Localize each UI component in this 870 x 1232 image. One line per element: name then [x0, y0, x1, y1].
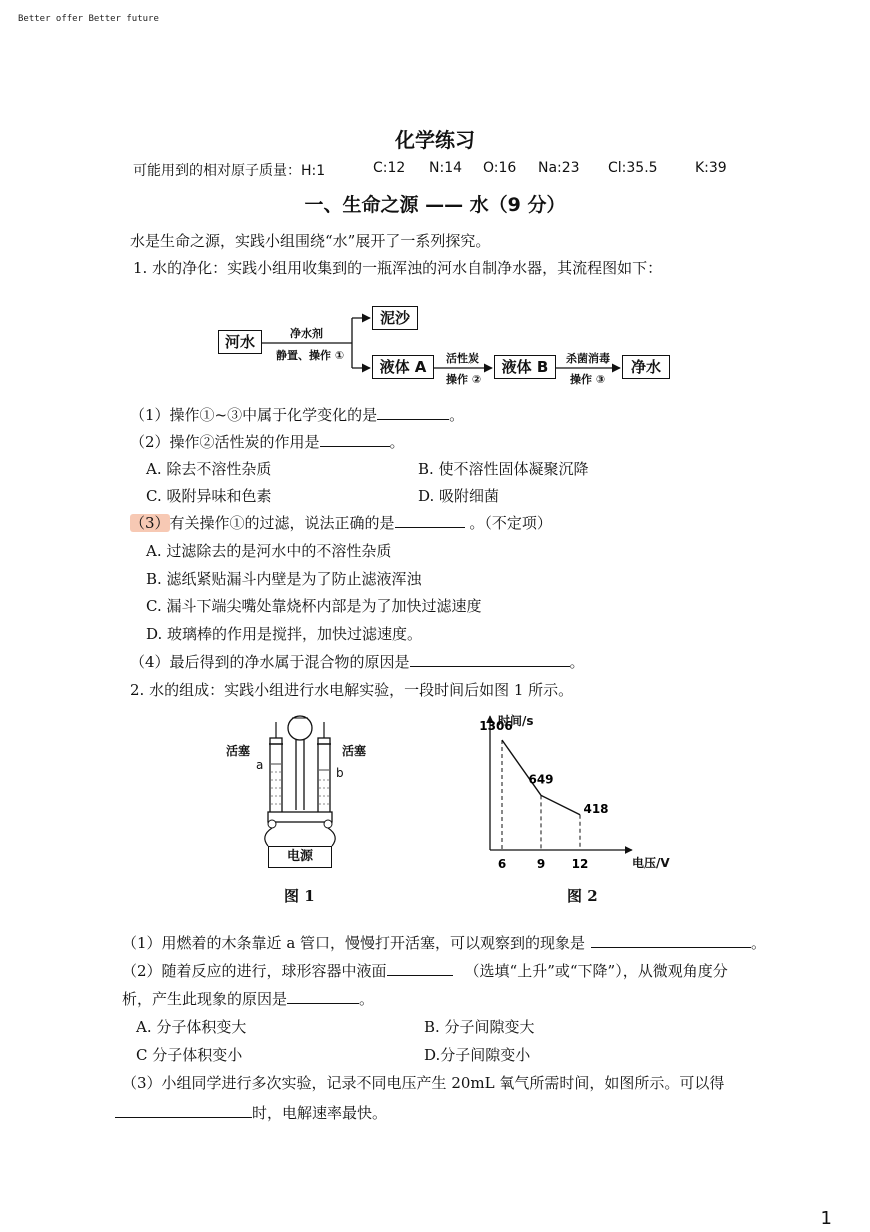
- q2-sub2-option-d: D.分子间隙变小: [424, 1046, 531, 1064]
- flow-box-clean-water: 净水: [622, 355, 670, 379]
- q1-sub1-blank[interactable]: [377, 405, 449, 420]
- atomic-mass-k: K:39: [695, 160, 727, 176]
- atomic-mass-c: C:12: [373, 160, 406, 176]
- data-label-12: 418: [583, 801, 609, 816]
- q1-sub1: [130, 405, 464, 425]
- q2-sub1-blank[interactable]: [591, 933, 751, 948]
- q1-sub2-option-d: D. 吸附细菌: [418, 487, 500, 505]
- chart-x-label: 电压/V: [632, 856, 670, 870]
- q2-sub3-text: 时，电解速率最快。: [252, 1104, 388, 1122]
- tube-b-label: b: [336, 766, 344, 780]
- flow-box-river: 河水: [218, 330, 262, 354]
- q1-sub3-end: 。（不定项）: [464, 514, 552, 532]
- q1-sub2-option-a: A. 除去不溶性杂质: [146, 460, 272, 478]
- q1-sub1-text: （1）操作①~③中属于化学变化的是: [130, 406, 378, 424]
- purification-flowchart: [210, 300, 690, 390]
- q1-sub2-option-b: B. 使不溶性固体凝聚沉降: [418, 460, 589, 478]
- q2-sub2-line2: [122, 989, 374, 1009]
- flow-label-op3: 操作 ③: [570, 373, 606, 386]
- q2-sub2-end: 。: [359, 990, 375, 1008]
- q1-sub4: [130, 652, 585, 672]
- data-label-6: 1306: [479, 719, 513, 733]
- q1-stem: 1. 水的净化：实践小组用收集到的一瓶浑浊的河水自制净水器，其流程图如下：: [133, 259, 663, 277]
- q1-sub3-option-d: D. 玻璃棒的作用是搅拌，加快过滤速度。: [146, 625, 423, 643]
- q1-sub2: [130, 432, 405, 452]
- atomic-mass-line: [133, 160, 773, 180]
- figure-2-chart: [460, 710, 690, 875]
- chart-y-label: 时间/s: [498, 714, 534, 728]
- power-supply-box: 电源: [268, 846, 332, 868]
- q1-sub1-end: 。: [449, 406, 465, 424]
- q1-sub3-number: （3）: [130, 514, 170, 532]
- q1-sub4-end: 。: [569, 653, 585, 671]
- q1-sub2-blank[interactable]: [320, 432, 390, 447]
- flow-label-disinfect: 杀菌消毒: [566, 352, 610, 365]
- q1-sub3-option-c: C. 漏斗下端尖嘴处靠烧杯内部是为了加快过滤速度: [146, 597, 482, 615]
- flow-box-liquid-b: 液体 B: [494, 355, 556, 379]
- atomic-mass-na: Na:23: [538, 160, 580, 176]
- atomic-mass-o: O:16: [483, 160, 517, 176]
- q2-sub1-text: （1）用燃着的木条靠近 a 管口，慢慢打开活塞，可以观察到的现象是: [122, 934, 586, 952]
- q2-sub3-line1: （3）小组同学进行多次实验，记录不同电压产生 20mL 氧气所需时间，如图所示。可以得: [122, 1074, 725, 1092]
- header-slogan: Better offer Better future: [18, 14, 159, 24]
- voltage-time-chart: [460, 710, 690, 875]
- flow-box-liquid-a: 液体 A: [372, 355, 434, 379]
- flow-label-carbon: 活性炭: [446, 352, 479, 365]
- q1-sub4-blank[interactable]: [410, 652, 570, 667]
- flow-label-op1: 静置、操作 ①: [276, 349, 345, 362]
- q1-sub2-option-c: C. 吸附异味和色素: [146, 487, 272, 505]
- flow-label-op2: 操作 ②: [446, 373, 482, 386]
- q2-sub2-text: （2）随着反应的进行，球形容器中液面: [122, 962, 387, 980]
- section-intro: 水是生命之源，实践小组围绕“水”展开了一系列探究。: [130, 232, 491, 250]
- section-title: 一、生命之源 —— 水（9 分）: [304, 194, 566, 216]
- q2-sub2-line2-text: 析，产生此现象的原因是: [122, 990, 288, 1008]
- tube-a-label: a: [256, 758, 264, 772]
- valve-right-label: 活塞: [342, 744, 367, 758]
- figure-1-electrolysis: [220, 708, 380, 878]
- q1-sub3-option-b: B. 滤纸紧贴漏斗内壁是为了防止滤液浑浊: [146, 570, 422, 588]
- q1-sub3-blank[interactable]: [395, 513, 465, 528]
- q2-sub2-blank-2[interactable]: [287, 989, 359, 1004]
- figure-1-caption: 图 1: [284, 887, 315, 905]
- atomic-mass-cl: Cl:35.5: [608, 160, 658, 176]
- q2-sub3-blank[interactable]: [115, 1103, 252, 1118]
- x-tick-label-12: 12: [571, 857, 589, 871]
- q1-sub3-option-a: A. 过滤除去的是河水中的不溶性杂质: [146, 542, 392, 560]
- q1-sub2-text: （2）操作②活性炭的作用是: [130, 433, 320, 451]
- q2-sub2: [122, 961, 728, 981]
- page-title: 化学练习: [395, 128, 475, 152]
- figure-2-caption: 图 2: [567, 887, 598, 905]
- atomic-mass-label: 可能用到的相对原子质量：H:1: [133, 163, 326, 179]
- q2-sub2-option-b: B. 分子间隙变大: [424, 1018, 535, 1036]
- q1-sub3-text: 有关操作①的过滤，说法正确的是: [169, 514, 395, 532]
- q2-sub2-option-a: A. 分子体积变大: [136, 1018, 247, 1036]
- q1-sub3: [130, 513, 552, 533]
- atomic-mass-n: N:14: [429, 160, 463, 176]
- x-tick-label-6: 6: [497, 857, 507, 871]
- q1-sub2-end: 。: [389, 433, 405, 451]
- data-label-9: 649: [528, 772, 554, 787]
- flow-label-agent: 净水剂: [290, 327, 323, 340]
- flow-box-sand: 泥沙: [372, 306, 418, 330]
- q1-sub4-text: （4）最后得到的净水属于混合物的原因是: [130, 653, 410, 671]
- q2-sub3-line2: [115, 1103, 387, 1123]
- q2-sub2-blank-1[interactable]: [387, 961, 453, 976]
- q2-sub1-end: 。: [751, 934, 767, 952]
- page-number: 1: [820, 1208, 832, 1229]
- q2-sub2-option-c: C 分子体积变小: [136, 1046, 243, 1064]
- valve-left-label: 活塞: [226, 744, 251, 758]
- q2-stem: 2. 水的组成：实践小组进行水电解实验，一段时间后如图 1 所示。: [130, 681, 574, 699]
- q2-sub2-mid: （选填“上升”或“下降”），从微观角度分: [464, 962, 728, 980]
- x-tick-label-9: 9: [536, 857, 546, 871]
- q2-sub1: [122, 933, 766, 953]
